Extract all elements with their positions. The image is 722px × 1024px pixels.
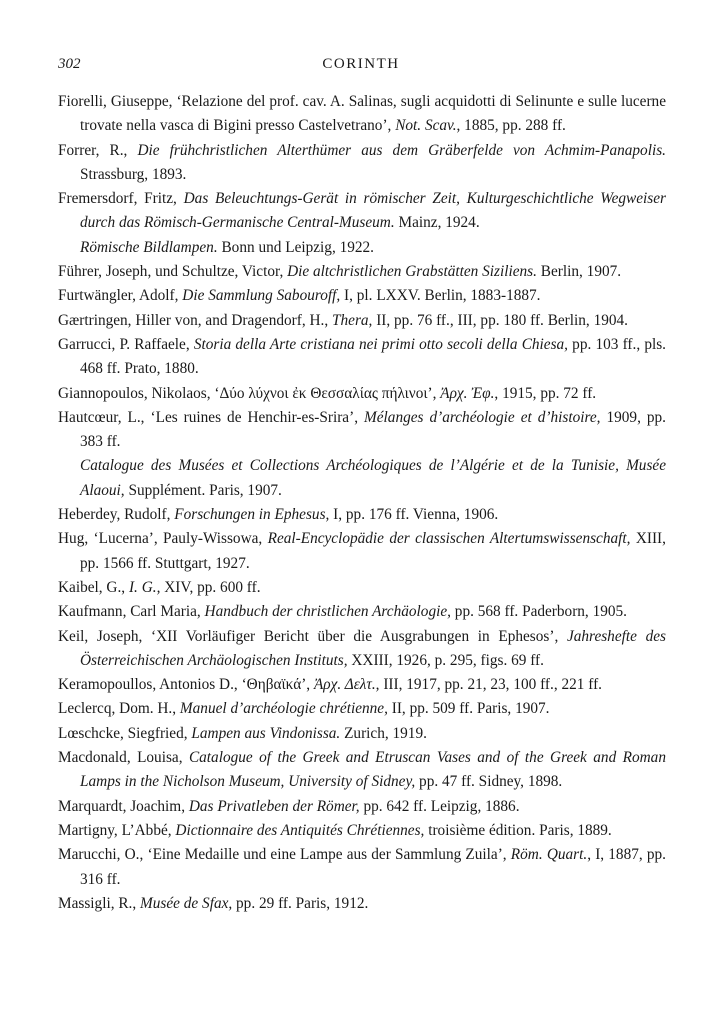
entry-title: Handbuch der christlichen Archäologie, bbox=[204, 603, 451, 621]
bibliography-entry bbox=[58, 284, 666, 308]
entry-details: pp. 47 ff. Sidney, 1898. bbox=[415, 773, 563, 791]
entry-author: Heberdey, Rudolf, bbox=[58, 506, 175, 524]
entry-author: Hautcœur, L., bbox=[58, 408, 151, 426]
entry-details: Berlin, 1907. bbox=[536, 263, 622, 281]
entry-title: Ἀρχ. Δελτ., bbox=[313, 676, 380, 694]
entry-title: Not. Scav. bbox=[395, 117, 457, 135]
entry-title: I. G., bbox=[128, 578, 161, 596]
entry-author: Giannopoulos, Nikolaos, bbox=[58, 384, 215, 402]
entry-author: Keramopoullos, Antonios D., bbox=[58, 676, 242, 694]
entry-text: ‘Les ruines de Henchir-es-Srira’, bbox=[150, 408, 365, 426]
entry-author: Marucchi, O., bbox=[58, 846, 148, 864]
entry-title: Ἀρχ. Ἐφ. bbox=[440, 384, 495, 402]
entry-author: Martigny, L’Abbé, bbox=[58, 821, 176, 839]
entry-title: Forschungen in Ephesus, bbox=[174, 506, 330, 524]
bibliography-entry bbox=[58, 892, 666, 916]
entry-title: Die altchristlichen Grabstätten Siziliens. bbox=[287, 263, 537, 281]
bibliography-entry bbox=[58, 527, 666, 576]
entry-details: , 1915, pp. 72 ff. bbox=[494, 384, 597, 402]
bibliography-entry bbox=[58, 236, 666, 260]
entry-title: Thera, bbox=[332, 311, 373, 329]
entry-author: Furtwängler, Adolf, bbox=[58, 287, 183, 305]
entry-author: Marquardt, Joachim, bbox=[58, 797, 189, 815]
entry-details: I, pl. LXXV. Berlin, 1883-1887. bbox=[340, 287, 541, 305]
entry-details: pp. 642 ff. Leipzig, 1886. bbox=[359, 797, 520, 815]
entry-text: ‘Θηβαϊκά’, bbox=[241, 676, 314, 694]
entry-author: Massigli, R., bbox=[58, 894, 141, 912]
entry-details: Bonn und Leipzig, 1922. bbox=[217, 238, 375, 256]
bibliography-entry bbox=[58, 819, 666, 843]
page-number: 302 bbox=[58, 56, 81, 72]
entry-author: Fiorelli, Giuseppe, bbox=[58, 93, 177, 110]
entry-title: Jahreshefte des Österreichischen Archäologischen Instituts, bbox=[80, 627, 666, 669]
entry-details: II, pp. 76 ff., III, pp. 180 ff. Berlin, 1904. bbox=[372, 311, 628, 329]
bibliography-entry bbox=[58, 600, 666, 624]
entry-details: Mainz, 1924. bbox=[394, 214, 480, 232]
entry-details: XIII, pp. 1566 ff. Stuttgart, 1927. bbox=[80, 530, 666, 572]
bibliography-entry bbox=[58, 454, 666, 503]
entry-author: Macdonald, Louisa, bbox=[58, 749, 189, 767]
entry-details: pp. 29 ff. Paris, 1912. bbox=[232, 894, 369, 912]
bibliography-list bbox=[58, 90, 666, 916]
entry-title: Musée de Sfax, bbox=[140, 894, 233, 912]
entry-details: 1909, pp. 383 ff. bbox=[80, 408, 667, 451]
bibliography-entry bbox=[58, 382, 666, 406]
entry-author: Leclercq, Dom. H., bbox=[58, 700, 180, 718]
bibliography-entry bbox=[58, 722, 666, 746]
entry-title: Real-Encyclopädie der classischen Altertumswissenschaft, bbox=[267, 530, 631, 548]
entry-title: Mélanges d’archéologie et d’histoire, bbox=[364, 408, 601, 426]
entry-details: III, 1917, pp. 21, 23, 100 ff., 221 ff. bbox=[379, 676, 602, 694]
entry-title: Röm. Quart. bbox=[510, 846, 588, 864]
entry-text: ‘Relazione del prof. cav. A. Salinas, sugli acquidotti di Selinunte e sulle lucerne trovate nella vasca di Bigini presso Castelvetrano’, bbox=[80, 93, 666, 135]
entry-author: Kaibel, G., bbox=[58, 578, 129, 596]
bibliography-entry bbox=[58, 625, 666, 674]
entry-details: I, pp. 176 ff. Vienna, 1906. bbox=[329, 506, 499, 524]
bibliography-entry bbox=[58, 746, 666, 795]
bibliography-entry bbox=[58, 406, 666, 455]
entry-author: Gærtringen, Hiller von, and Dragendorf, H., bbox=[58, 311, 332, 329]
entry-details: Strassburg, 1893. bbox=[80, 165, 187, 183]
bibliography-entry bbox=[58, 843, 666, 892]
bibliography-entry bbox=[58, 795, 666, 819]
entry-text: ‘Δύο λύχνοι ἐκ Θεσσαλίας πήλινοι’, bbox=[214, 384, 441, 402]
entry-author: Führer, Joseph, und Schultze, Victor, bbox=[58, 263, 288, 281]
entry-author: Kaufmann, Carl Maria, bbox=[58, 603, 205, 621]
bibliography-entry bbox=[58, 333, 666, 382]
bibliography-entry bbox=[58, 673, 666, 697]
entry-text: ‘Lucerna’, Pauly-Wissowa, bbox=[93, 530, 268, 548]
entry-title: Die frühchristlichen Alterthümer aus dem Gräberfelde von Achmim-Panapolis. bbox=[137, 141, 666, 159]
entry-author: Forrer, R., bbox=[58, 141, 138, 159]
entry-title: Storia della Arte cristiana nei primi otto secoli della Chiesa, bbox=[193, 335, 569, 353]
entry-title: Catalogue des Musées et Collections Archéologiques de l’Algérie et de la Tunisie, Musée Alaoui, bbox=[80, 457, 666, 499]
entry-details: pp. 568 ff. Paderborn, 1905. bbox=[450, 603, 628, 621]
entry-author: Fremersdorf, Fritz, bbox=[58, 190, 184, 208]
bibliography-entry bbox=[58, 309, 666, 333]
entry-author: Hug, bbox=[58, 530, 94, 548]
entry-details: II, pp. 509 ff. Paris, 1907. bbox=[387, 700, 550, 718]
entry-details: , 1885, pp. 288 ff. bbox=[456, 117, 566, 135]
entry-title: Die Sammlung Sabouroff, bbox=[182, 287, 341, 305]
entry-details: Zurich, 1919. bbox=[340, 724, 427, 742]
bibliography-entry bbox=[58, 90, 666, 139]
bibliography-entry bbox=[58, 187, 666, 236]
entry-title: Das Beleuchtungs-Gerät in römischer Zeit, Kulturgeschichtliche Wegweiser durch das Römisch-Germanische Central-Museum. bbox=[80, 190, 666, 232]
entry-details: Supplément. Paris, 1907. bbox=[124, 481, 282, 499]
running-head: CORINTH bbox=[322, 56, 400, 72]
entry-title: Das Privatleben der Römer, bbox=[188, 797, 360, 815]
entry-title: Manuel d’archéologie chrétienne, bbox=[179, 700, 388, 718]
entry-details: XIV, pp. 600 ff. bbox=[160, 578, 261, 596]
bibliography-entry bbox=[58, 503, 666, 527]
entry-author: Keil, Joseph, bbox=[58, 627, 151, 645]
entry-title: Römische Bildlampen. bbox=[80, 238, 218, 256]
bibliography-entry bbox=[58, 576, 666, 600]
bibliography-entry bbox=[58, 697, 666, 721]
entry-details: troisième édition. Paris, 1889. bbox=[424, 821, 612, 839]
bibliography-entry bbox=[58, 260, 666, 284]
entry-details: , I, 1887, pp. 316 ff. bbox=[80, 846, 666, 888]
entry-title: Lampen aus Vindonissa. bbox=[191, 724, 341, 742]
entry-details: pp. 103 ff., pls. 468 ff. Prato, 1880. bbox=[80, 335, 666, 378]
entry-text: ‘Eine Medaille und eine Lampe aus der Sammlung Zuila’, bbox=[147, 846, 511, 864]
entry-title: Catalogue of the Greek and Etruscan Vases and of the Greek and Roman Lamps in the Nicholson Museum, University of Sidney, bbox=[80, 749, 666, 791]
entry-details: XXIII, 1926, p. 295, figs. 69 ff. bbox=[347, 651, 544, 669]
entry-author: Lœschcke, Siegfried, bbox=[58, 724, 192, 742]
entry-title: Dictionnaire des Antiquités Chrétiennes, bbox=[175, 821, 425, 839]
entry-text: ‘XII Vorläufiger Bericht über die Ausgrabungen in Ephesos’, bbox=[151, 627, 567, 645]
entry-author: Garrucci, P. Raffaele, bbox=[58, 335, 194, 353]
bibliography-entry bbox=[58, 139, 666, 188]
